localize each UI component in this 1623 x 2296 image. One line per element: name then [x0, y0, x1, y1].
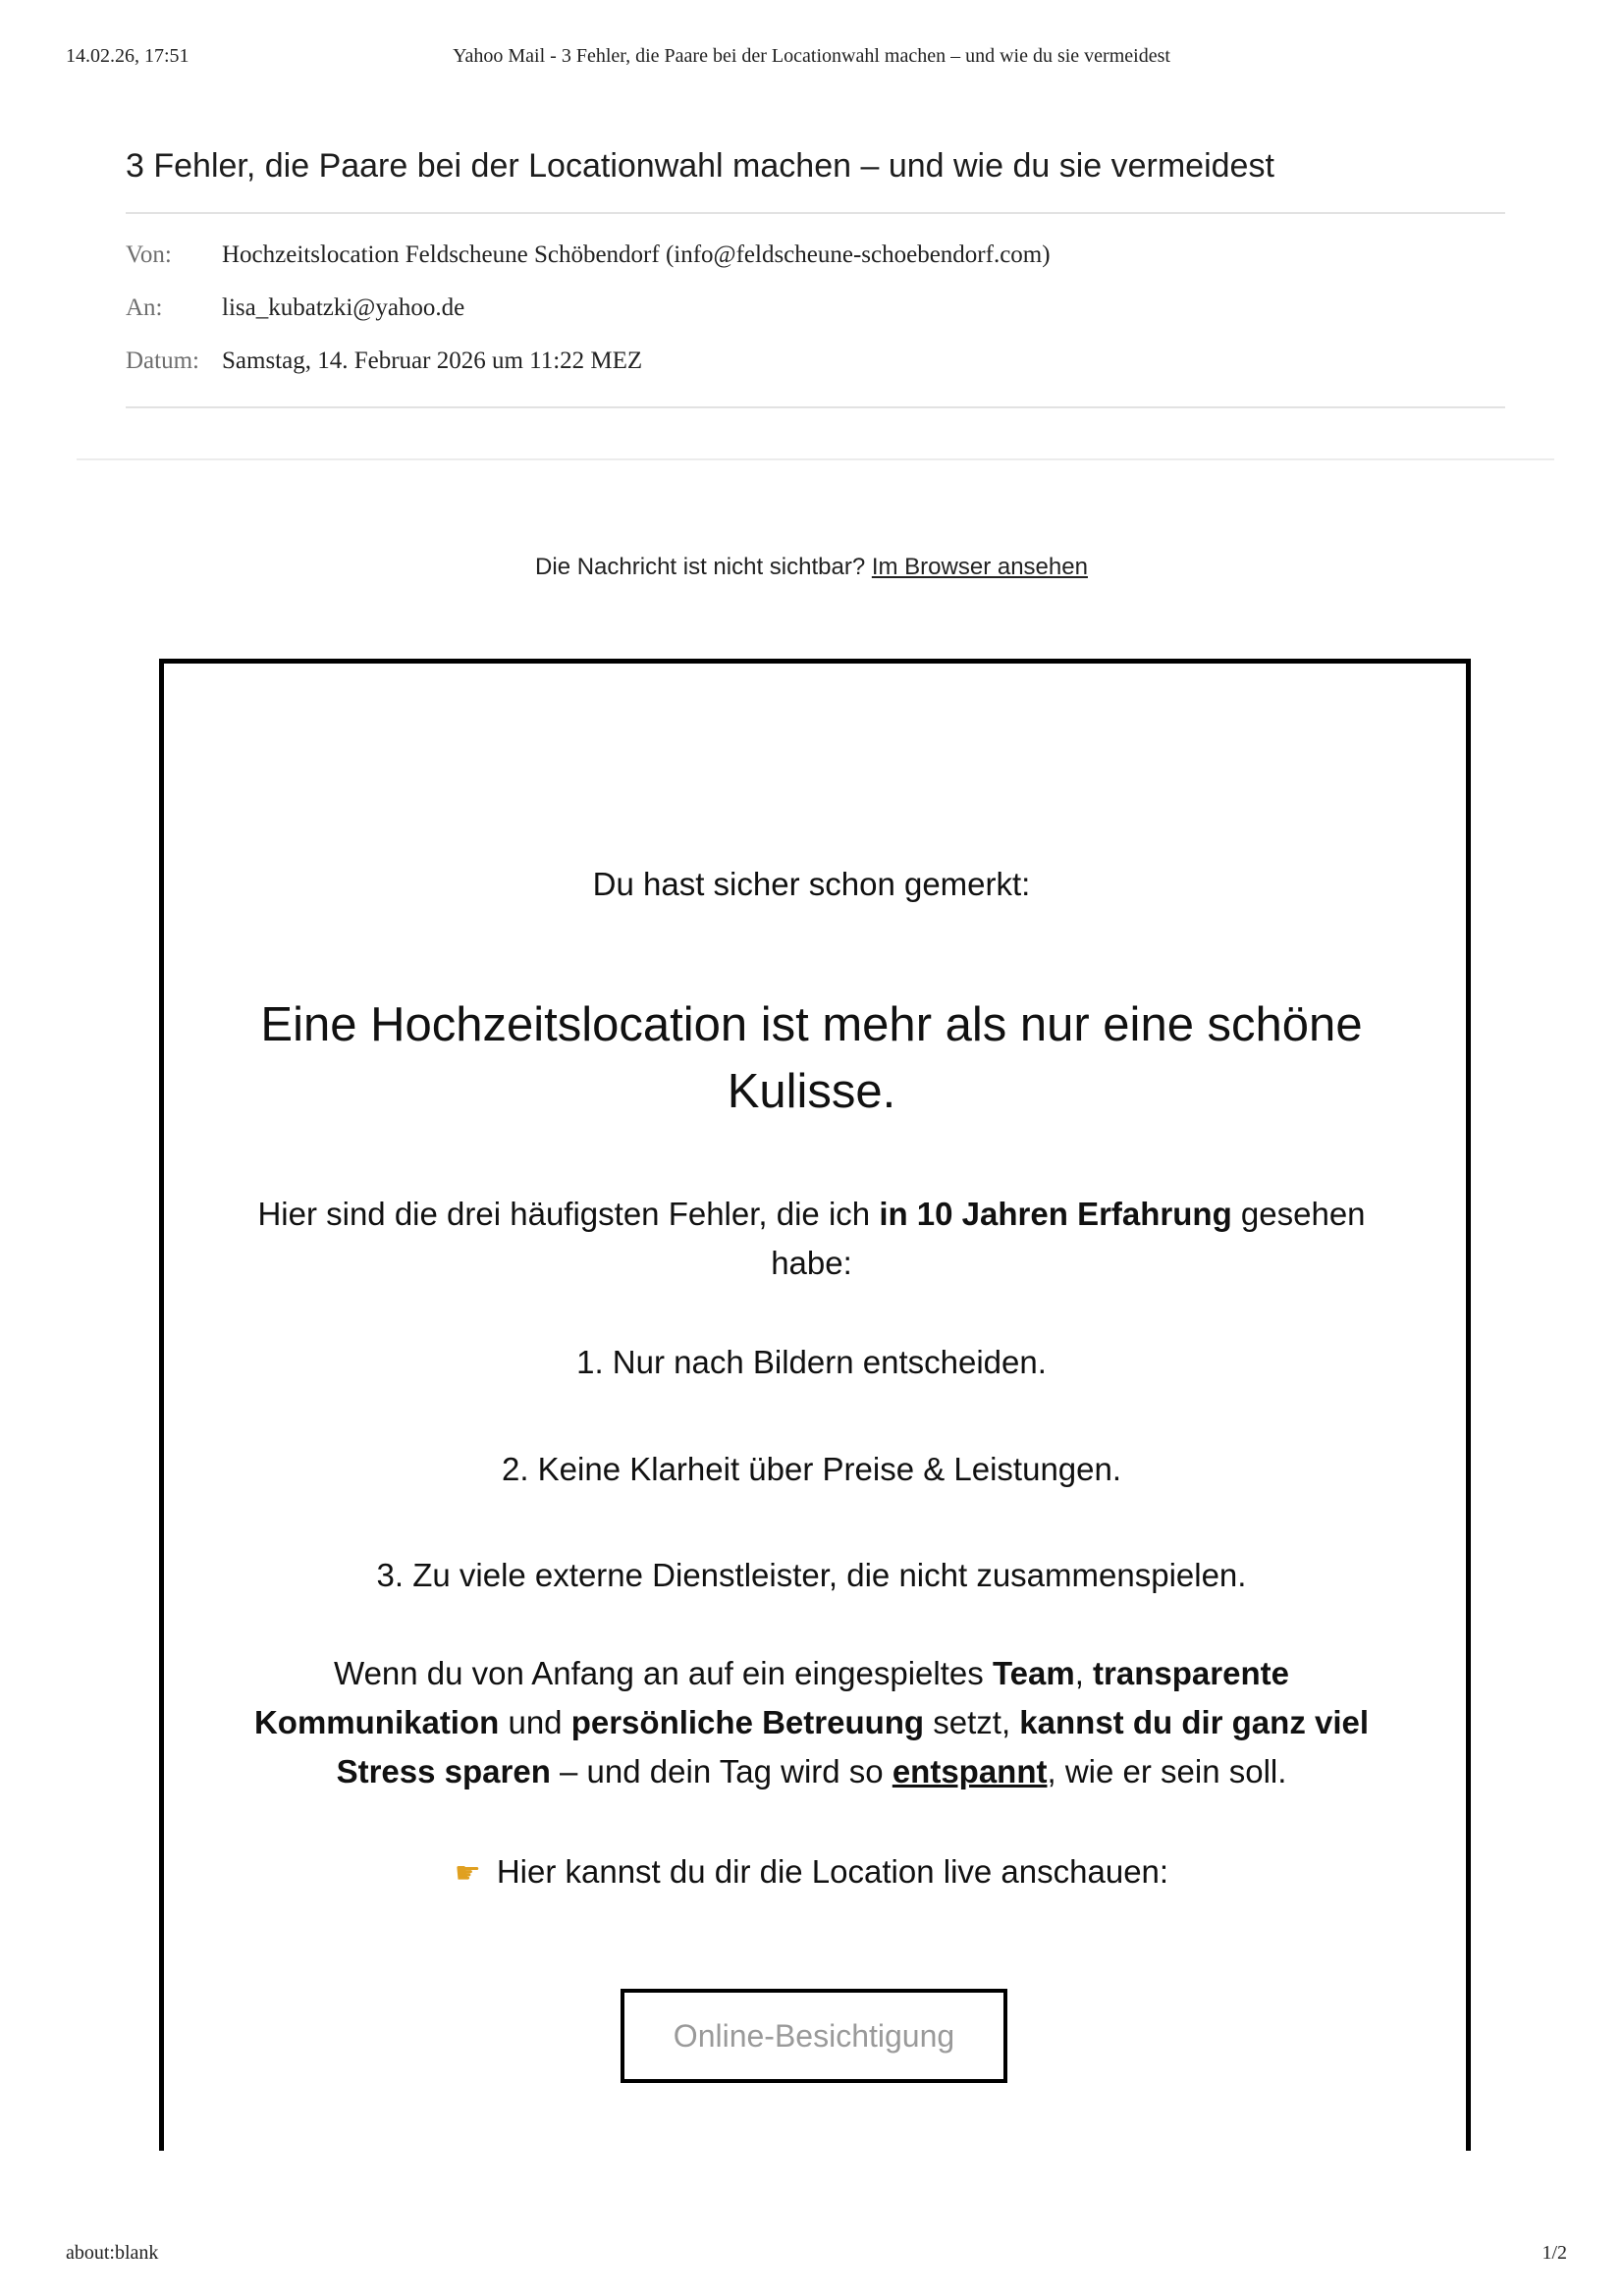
advice-text: , wie er sein soll. — [1047, 1753, 1287, 1789]
intro-text: Du hast sicher schon gemerkt: — [592, 866, 1031, 902]
view-in-browser-link[interactable]: Im Browser ansehen — [871, 554, 1088, 580]
meta-divider — [126, 406, 1505, 408]
headline-line-1: Eine Hochzeitslocation ist mehr als nur eine schöne — [260, 998, 1363, 1051]
header-divider — [126, 212, 1505, 214]
print-url: about:blank — [66, 2242, 159, 2264]
mistake-item-3: 3. Zu viele externe Dienstleister, die nicht zusammenspielen. — [376, 1557, 1247, 1593]
advice-text: – und dein Tag wird so — [550, 1753, 893, 1789]
print-date: 14.02.26, 17:51 — [66, 45, 189, 67]
body-divider — [77, 458, 1554, 460]
print-page-number: 1/2 — [1542, 2242, 1567, 2264]
browser-notice-text: Die Nachricht ist nicht sichtbar? — [535, 554, 866, 580]
date-label: Datum: — [126, 347, 199, 374]
headline-line-2: Kulisse. — [727, 1065, 896, 1118]
advice-text: und — [499, 1704, 571, 1740]
mistakes-intro — [0, 1190, 1623, 1288]
advice-paragraph — [0, 1649, 1623, 1796]
advice-bold-support: persönliche Betreuung — [570, 1704, 925, 1740]
to-value: lisa_kubatzki@yahoo.de — [222, 294, 465, 321]
para1-text-d: habe: — [771, 1245, 852, 1281]
advice-text: Wenn du von Anfang an auf ein eingespieltes — [334, 1655, 993, 1691]
para1-bold: in 10 Jahren Erfahrung — [879, 1196, 1232, 1232]
advice-text: , — [1074, 1655, 1094, 1691]
print-title: Yahoo Mail - 3 Fehler, die Paare bei der Locationwahl machen – und wie du sie vermeidest — [453, 45, 1170, 67]
date-value: Samstag, 14. Februar 2026 um 11:22 MEZ — [222, 347, 643, 374]
advice-bold-save: kannst du dir ganz viel — [1019, 1704, 1370, 1740]
para1-text-c: gesehen — [1231, 1196, 1366, 1232]
mistake-item-2: 2. Keine Klarheit über Preise & Leistungen. — [501, 1451, 1122, 1487]
advice-bold-transparent: transparente — [1093, 1655, 1289, 1691]
online-viewing-button[interactable]: Online-Besichtigung — [621, 1989, 1007, 2083]
cta-text: Hier kannst du dir die Location live anschauen: — [496, 1853, 1169, 1890]
email-subject: 3 Fehler, die Paare bei der Locationwahl machen – und wie du sie vermeidest — [126, 147, 1274, 185]
cta-line — [0, 1847, 1623, 1898]
para1-text-a: Hier sind die drei häufigsten Fehler, die ich — [257, 1196, 880, 1232]
advice-bold-communication: Kommunikation — [253, 1704, 500, 1740]
advice-bold-team: Team — [992, 1655, 1075, 1691]
from-value: Hochzeitslocation Feldscheune Schöbendorf (info@feldscheune-schoebendorf.com) — [222, 241, 1051, 268]
from-label: Von: — [126, 241, 172, 268]
pointing-hand-icon: ☛ — [454, 1856, 481, 1891]
mistake-item-1: 1. Nur nach Bildern entscheiden. — [576, 1344, 1047, 1380]
advice-text: setzt, — [924, 1704, 1020, 1740]
browser-notice — [0, 554, 1623, 581]
advice-bold-stress: Stress sparen — [336, 1753, 551, 1789]
to-label: An: — [126, 294, 163, 321]
advice-bold-relaxed: entspannt — [892, 1753, 1048, 1789]
headline — [0, 991, 1623, 1125]
